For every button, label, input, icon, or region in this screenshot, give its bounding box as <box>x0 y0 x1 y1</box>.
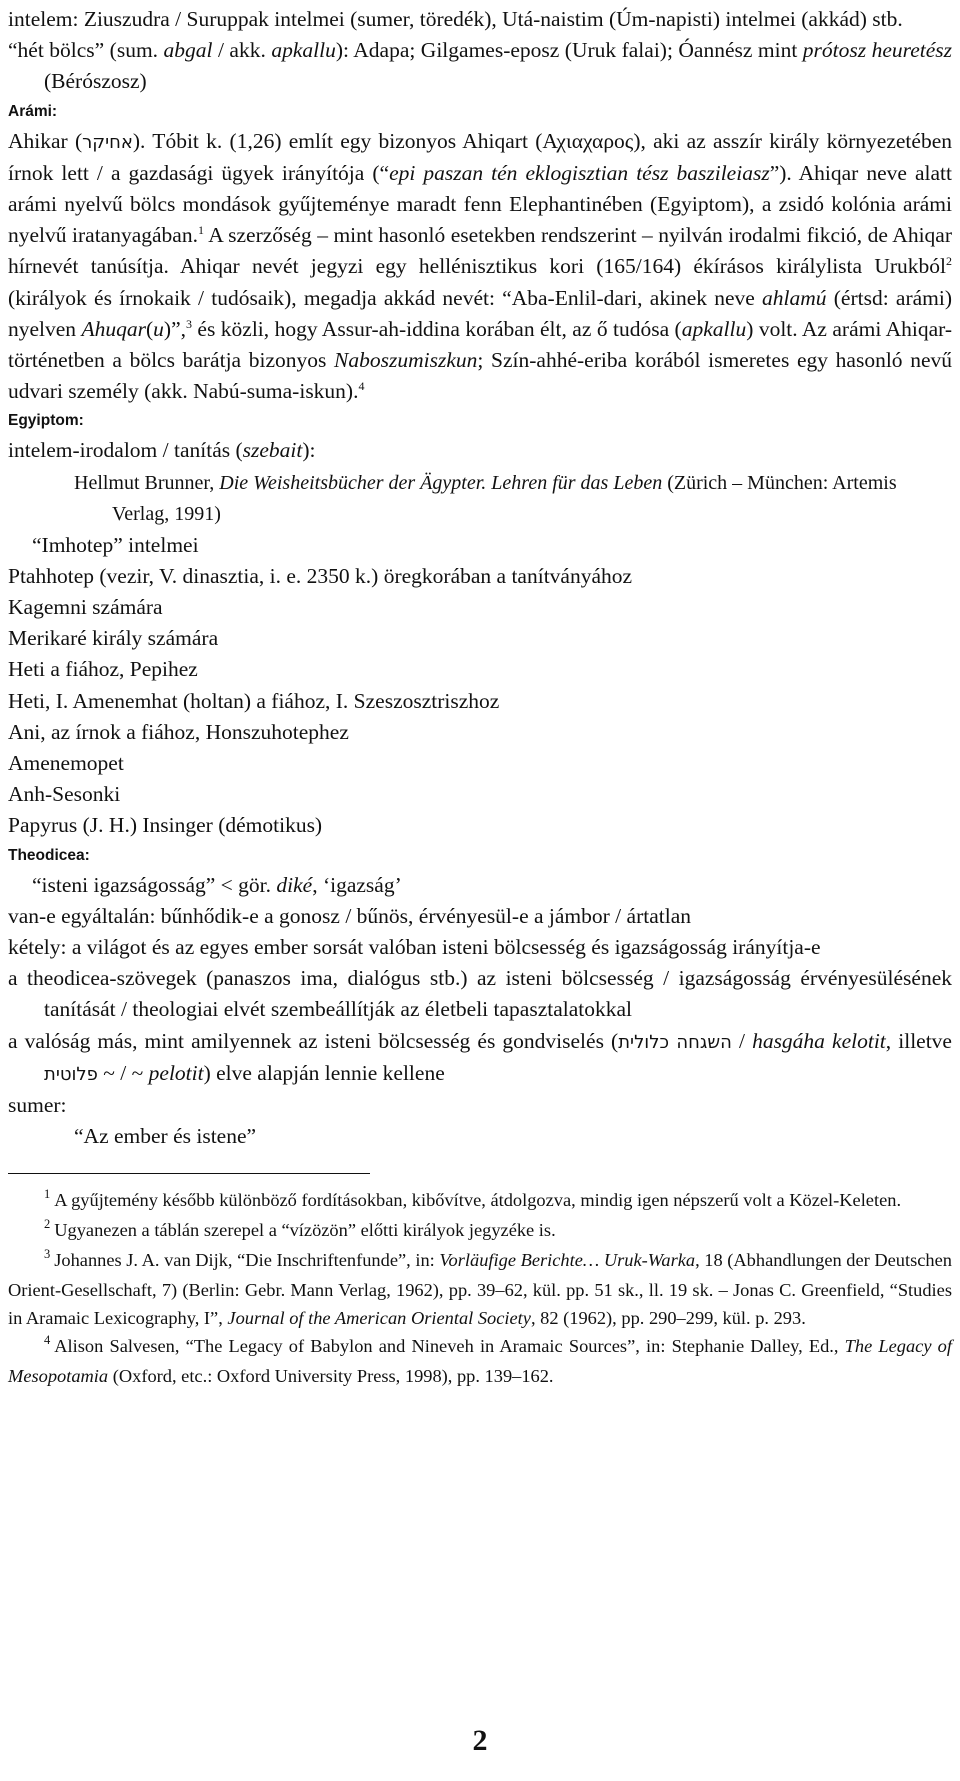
footnote-4 <box>8 1332 952 1390</box>
section-heading-egyiptom: Egyiptom: <box>8 412 84 430</box>
section-heading-arami: Arámi: <box>8 102 58 120</box>
text-span: ) elve alapján lennie kellene <box>203 1060 445 1085</box>
text-span: ”). Ahiqar neve alatt arámi nyelvű bölcs mondások gyűjteménye maradt fenn Elephantinében (Egyiptom), a zsidó kolónia arámi nyelvű iratanyagában. <box>8 160 952 248</box>
footnote-number: 2 <box>44 1216 51 1231</box>
footnote-divider <box>8 1173 370 1174</box>
italic-term: u <box>153 316 164 341</box>
text-span: ). Tóbit k. (1,26) említ egy bizonyos Ahiqart (Αχιαχαρος), aki az asszír király környezetében írnok lett / a gazdasági ügyek irányítója (“ <box>8 128 952 185</box>
reference-brunner <box>8 468 952 530</box>
footnote-ref-3[interactable]: 3 <box>186 316 192 331</box>
page-number: 2 <box>472 1724 488 1757</box>
text-span: Hellmut Brunner, <box>74 471 220 494</box>
text-span: , 82 (1962), pp. 290–299, kül. p. 293. <box>530 1307 806 1328</box>
text-span: , ‘igazság’ <box>312 872 402 897</box>
italic-term: apkallu <box>271 38 336 63</box>
footnote-3 <box>8 1246 952 1332</box>
text-span: (Bérószosz) <box>44 69 147 94</box>
footnote-number: 1 <box>44 1186 51 1201</box>
line-valosag <box>8 1026 952 1090</box>
text-span: Ugyanezen a táblán szerepel a “vízözön” előtti királyok jegyzéke is. <box>54 1219 556 1240</box>
text-span: ~ / ~ <box>97 1060 149 1085</box>
paragraph-het-bolcs <box>8 35 952 97</box>
list-item: Heti a fiához, Pepihez <box>8 657 198 682</box>
text-span: ): Adapa; Gilgames-eposz (Uruk falai); Óannész mint <box>335 38 803 63</box>
hebrew-word: השגחה כלולית <box>618 1031 732 1053</box>
footnote-ref-2[interactable]: 2 <box>946 254 952 269</box>
line-isteni-igazsagossag <box>8 870 952 901</box>
line-intelem-irodalom <box>8 435 952 466</box>
italic-title: Vorläufige Berichte… Uruk-Warka <box>439 1249 696 1270</box>
italic-title: Die Weisheitsbücher der Ägypter. Lehren für das Leben <box>219 471 663 494</box>
text-span: és közli, hogy Assur-ah-iddina korában élt, az ő tudósa ( <box>192 316 682 341</box>
text-span: “hét bölcs” (sum. <box>8 38 164 63</box>
text-span: A gyűjtemény később különböző fordításokban, kibővítve, átdolgozva, mindig igen népszerű volt a Közel-Keleten. <box>54 1189 902 1210</box>
footnote-number: 3 <box>44 1246 51 1261</box>
footnotes <box>8 1186 952 1390</box>
text-span: (Zürich – München: Artemis Verlag, 1991) <box>112 471 897 525</box>
italic-term: pelotit <box>148 1060 204 1085</box>
list-item: Amenemopet <box>8 751 124 776</box>
text-span: “isteni igazságosság” < gör. <box>32 872 277 897</box>
text-span: (értsd: arámi) nyelven <box>8 285 952 341</box>
list-item: Kagemni számára <box>8 595 163 620</box>
italic-term: Naboszumiszkun <box>334 348 478 373</box>
italic-term: apkallu <box>681 316 747 341</box>
text-span: A szerzőség – mint hasonló esetekben rendszerint – nyilván irodalmi fikció, de Ahiqar hírnevét tanúsítja. Ahiqar nevét jegyzi egy hellénisztikus kori (165/164) ékírásos királylista Urukból <box>8 223 952 279</box>
section-heading-theodicea: Theodicea: <box>8 846 90 864</box>
italic-term: abgal <box>163 38 213 63</box>
text-span: a valóság más, mint amilyennek az isteni bölcsesség és gondviselés ( <box>8 1028 619 1053</box>
list-item: Merikaré király számára <box>8 626 219 651</box>
text-span: Ahikar ( <box>8 128 83 153</box>
italic-term: hasgáha kelotit <box>752 1028 886 1053</box>
list-item: “Imhotep” intelmei <box>32 532 199 557</box>
text-span: ): <box>302 438 316 463</box>
hebrew-word: אחיקר <box>82 131 133 153</box>
main-text <box>8 4 952 1153</box>
line-theodicea-szovegek: a theodicea-szövegek (panaszos ima, dialógus stb.) az isteni bölcsesség / igazságosság érvényesülésének tanítását / theologiai elvét szembeállítják az életbeli tapasztalatokkal <box>8 966 952 1022</box>
text-span: Johannes J. A. van Dijk, “Die Inschriftenfunde”, in: <box>54 1249 440 1270</box>
hebrew-word: פלוטית <box>44 1063 98 1085</box>
text-span: ( <box>146 316 154 341</box>
text-span: (királyok és írnokaik / tudósaik), megadja akkád nevét: “Aba-Enlil-dari, akinek neve <box>8 285 763 310</box>
italic-term: epi paszan tén eklogisztian tész baszileiasz <box>389 160 770 185</box>
footnote-ref-4[interactable]: 4 <box>358 379 365 394</box>
italic-title: Journal of the American Oriental Society <box>227 1307 531 1328</box>
paragraph-ahikar <box>8 126 952 408</box>
text-span: , 18 (Abhandlungen der Deutschen Orient-Gesellschaft, 7) (Berlin: Gebr. Mann Verlag, 1962), pp. 39–62, kül. pp. 51 sk., ll. 19 sk. – Jonas C. Greenfield, “Studies in Aramaic Lexicography, I”, <box>8 1249 952 1328</box>
list-item: Papyrus (J. H.) Insinger (démotikus) <box>8 813 323 838</box>
line-sumer: sumer: <box>8 1093 67 1118</box>
line-ketely: kétely: a világot és az egyes ember sorsát valóban isteni bölcsesség és igazságosság irányítja-e <box>8 935 821 960</box>
text-span: ; Szín-ahhé-eriba korából ismeretes egy hasonló nevű udvari személy (akk. Nabú-suma-iskun). <box>8 348 952 404</box>
text-span: intelem: Ziuszudra / Suruppak intelmei (sumer, töredék), Utá-naistim (Úm-napisti) intelmei (akkád) stb. <box>8 7 903 31</box>
footnote-number: 4 <box>44 1332 51 1347</box>
italic-title: The Legacy of Mesopotamia <box>8 1335 952 1386</box>
line-van-e: van-e egyáltalán: bűnhődik-e a gonosz / bűnös, érvényesül-e a jámbor / ártatlan <box>8 903 691 928</box>
text-span: / <box>731 1028 753 1053</box>
list-item: Ani, az írnok a fiához, Honszuhotephez <box>8 719 349 744</box>
text-span: / akk. <box>212 38 272 63</box>
text-span: ) volt. Az arámi Ahiqar-történetben a bölcs barátja bizonyos <box>8 316 953 373</box>
text-span: )”, <box>163 316 186 341</box>
list-item: Heti, I. Amenemhat (holtan) a fiához, I. Szeszosztriszhoz <box>8 688 500 713</box>
text-span: , illetve <box>885 1028 952 1053</box>
italic-term: szebait <box>242 438 303 463</box>
line-az-ember-es-istene: “Az ember és istene” <box>74 1124 257 1149</box>
italic-term: ahlamú <box>762 285 827 310</box>
italic-term: diké <box>276 872 313 897</box>
footnote-2 <box>8 1216 952 1246</box>
footnote-1 <box>8 1186 952 1216</box>
list-item: Anh-Sesonki <box>8 782 121 807</box>
italic-term: Ahuqar <box>81 316 146 341</box>
list-item: Ptahhotep (vezir, V. dinasztia, i. e. 2350 k.) öregkorában a tanítványához <box>8 563 633 588</box>
text-span: (Oxford, etc.: Oxford University Press, 1998), pp. 139–162. <box>108 1365 554 1386</box>
footnote-ref-1[interactable]: 1 <box>197 223 204 238</box>
text-span: intelem-irodalom / tanítás ( <box>8 438 243 463</box>
paragraph-intelem <box>8 4 952 35</box>
text-span: Alison Salvesen, “The Legacy of Babylon and Nineveh in Aramaic Sources”, in: Stephanie Dalley, Ed., <box>54 1335 845 1356</box>
italic-term: prótosz heuretész <box>802 38 952 63</box>
